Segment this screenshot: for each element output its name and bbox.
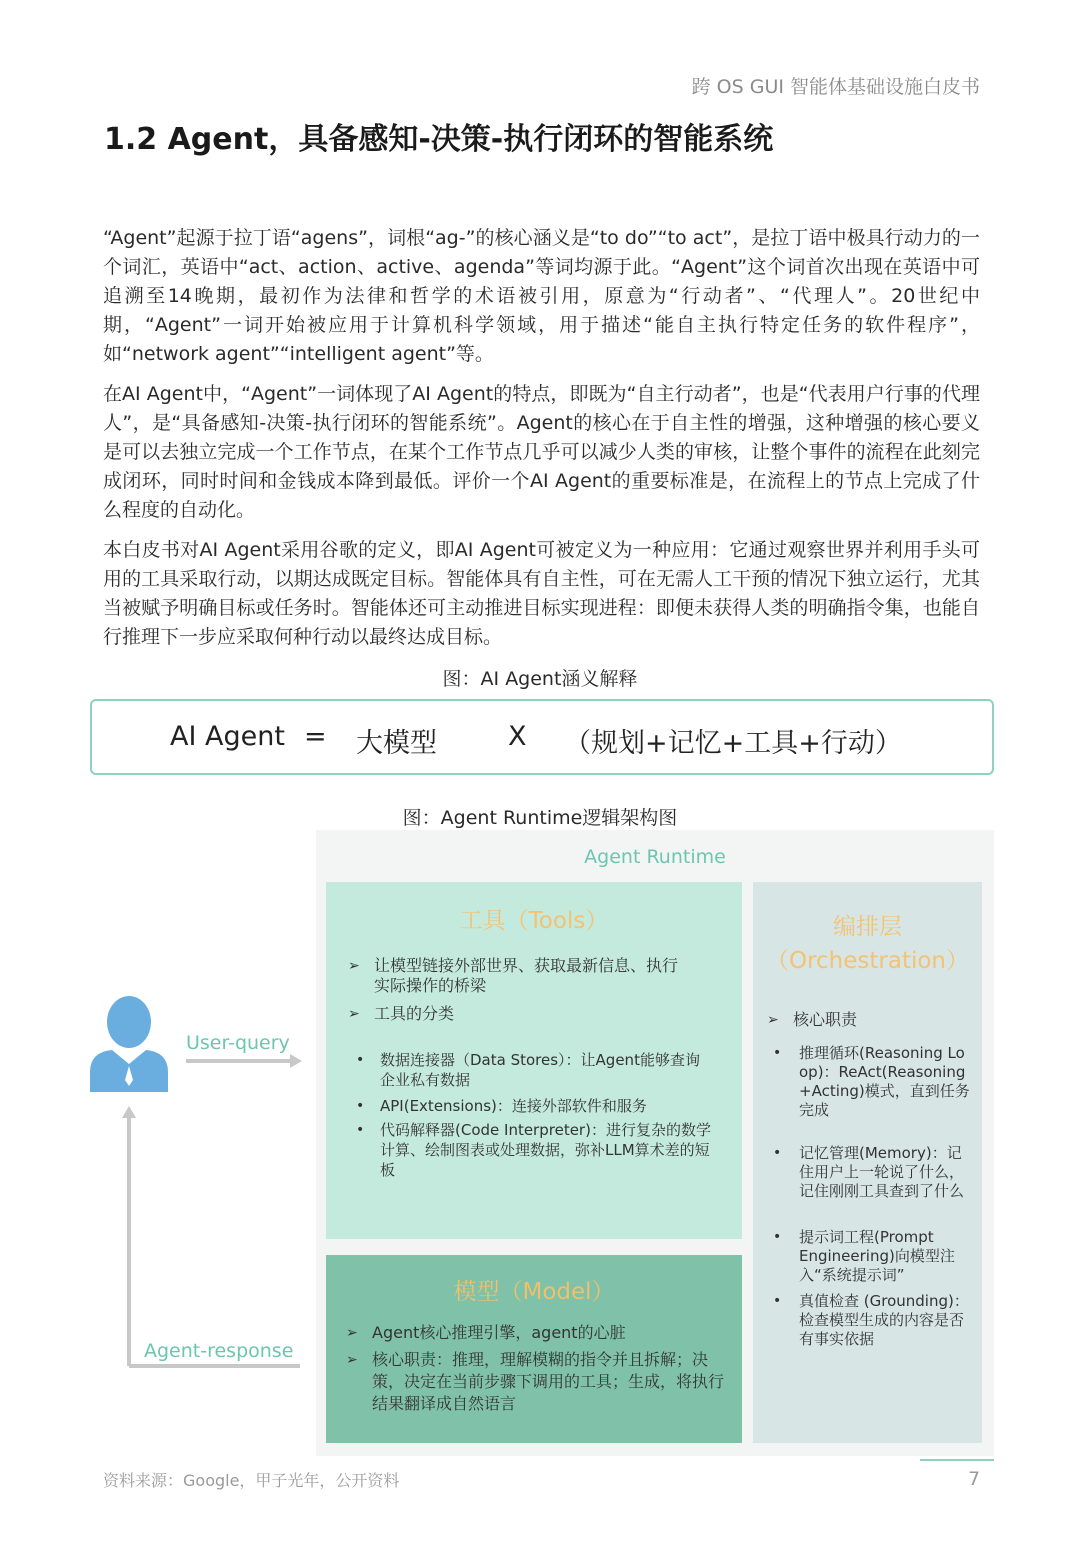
user-query-arrow [186,1054,302,1068]
figure-caption-runtime: 图：Agent Runtime逻辑架构图 [402,807,678,829]
agent-response-arrow [122,1106,300,1366]
formula-capabilities: （规划+记忆+工具+行动） [564,728,902,759]
footer-divider [920,1459,994,1461]
dot-bullet-icon: • [356,1052,365,1068]
orchestration-title: 编排层 （Orchestration） [765,914,970,974]
agent-runtime-diagram [316,830,994,1456]
paragraph-google-definition: 本白皮书对AI Agent采用谷歌的定义，即AI Agent可被定义为一种应用：它通过观察世界并利用手头可用的工具采取行动，以期达成既定目标。智能体具有自主性，可在无需人工干预的情况下独立运行，尤其当被赋予明确目标或任务时。智能体还可主动推进目标实现进程：即便未获得人类的明确指令集，也能自行推理下一步应采取何种行动以最终达成目标。 [103,539,980,648]
orchestration-sub-reasoning-loop: • 推理循环(Reasoning Loop)：ReAct(Reasoning+Acting)模式，直到任务完成 [773,1044,970,1119]
footer-source: 资料来源：Google，甲子光年，公开资料 [103,1471,400,1490]
arrow-bullet-icon: ➢ [767,1012,779,1028]
paragraph-ai-agent-meaning: 在AI Agent中，“Agent”一词体现了AI Agent的特点，即既为“自主行动者”，也是“代表用户行事的代理人”，是“具备感知-决策-执行闭环的智能系统”。Agent的核心在于自主性的增强，这种增强的核心要义是可以去独立完成一个工作节点，在某个工作节点几乎可以减少人类的审核，让整个事件的流程在此刻完成闭环，同时时间和金钱成本降到最低。评价一个AI Agent的重要标准是，在流程上的节点上完成了什么程度的自动化。 [103,383,980,521]
tools-sub-extensions: • API(Extensions)：连接外部软件和服务 [356,1097,647,1115]
formula-ai-agent: AI Agent [170,721,285,752]
formula-large-model: 大模型 [356,728,437,759]
orchestration-sub-prompt: • 提示词工程(Prompt Engineering)向模型注入“系统提示词” [773,1228,955,1284]
orchestration-sub-grounding: • 真值检查 (Grounding)：检查模型生成的内容是否有事实依据 [773,1292,969,1348]
model-bullet-engine: ➢ Agent核心推理引擎，agent的心脏 [346,1323,626,1342]
formula-equals: = [304,721,327,752]
arrow-bullet-icon: ➢ [348,1006,360,1022]
section-title: 1.2 Agent，具备感知-决策-执行闭环的智能系统 [104,122,774,157]
orchestration-bullet-duties: ➢ 核心职责 [767,1010,858,1029]
dot-bullet-icon: • [773,1293,782,1309]
dot-bullet-icon: • [773,1145,782,1161]
arrow-bullet-icon: ➢ [346,1325,358,1341]
orchestration-sub-memory: • 记忆管理(Memory)：记住用户上一轮说了什么，记住刚刚工具查到了什么 [773,1144,965,1200]
paragraph-etymology: “Agent”起源于拉丁语“agens”，词根“ag-”的核心涵义是“to do”“to act”，是拉丁语中极具行动力的一个词汇，英语中“act、action、active、agenda”等词均源于此。“Agent”这个词首次出现在英语中可追溯至14晚期，最初作为法律和哲学的术语被引用，原意为“行动者”、“代理人”。20世纪中期，“Agent”一词开始被应用于计算机科学领域，用于描述“能自主执行特定任务的软件程序”，如“network agent”“intelligent agent”等。 [103,227,980,365]
document-header: 跨 OS GUI 智能体基础设施白皮书 [691,76,980,98]
dot-bullet-icon: • [773,1229,782,1245]
dot-bullet-icon: • [356,1122,365,1138]
user-person-icon [86,994,172,1094]
tools-bullet-categories: ➢ 工具的分类 [348,1004,455,1023]
tools-title: 工具（Tools） [459,908,609,934]
agent-formula-box [90,699,994,775]
tools-sub-code-interpreter: • 代码解释器(Code Interpreter)：进行复杂的数学计算、绘制图表或处理数据，弥补LLM算术差的短板 [356,1121,711,1179]
runtime-title: Agent Runtime [584,846,726,868]
agent-response-label: Agent-response [144,1340,294,1362]
model-title: 模型（Model） [453,1279,615,1305]
dot-bullet-icon: • [773,1045,782,1061]
user-query-label: User-query [186,1032,290,1054]
tools-panel [326,882,742,1239]
figure-caption-agent-meaning: 图：AI Agent涵义解释 [442,668,638,690]
arrow-bullet-icon: ➢ [346,1352,358,1368]
orchestration-panel [753,882,982,1443]
page-number: 7 [968,1468,981,1490]
formula-times: X [508,721,527,752]
tools-sub-data-stores: • 数据连接器（Data Stores）：让Agent能够查询企业私有数据 [356,1051,700,1089]
model-panel [326,1255,742,1443]
model-bullet-duties: ➢ 核心职责：推理，理解模糊的指令并且拆解；决策，决定在当前步骤下调用的工具；生成，将执行结果翻译成自然语言 [346,1350,725,1413]
tools-bullet-bridge: ➢ 让模型链接外部世界、获取最新信息、执行实际操作的桥梁 [348,956,679,995]
arrow-bullet-icon: ➢ [348,958,360,974]
dot-bullet-icon: • [356,1098,365,1114]
